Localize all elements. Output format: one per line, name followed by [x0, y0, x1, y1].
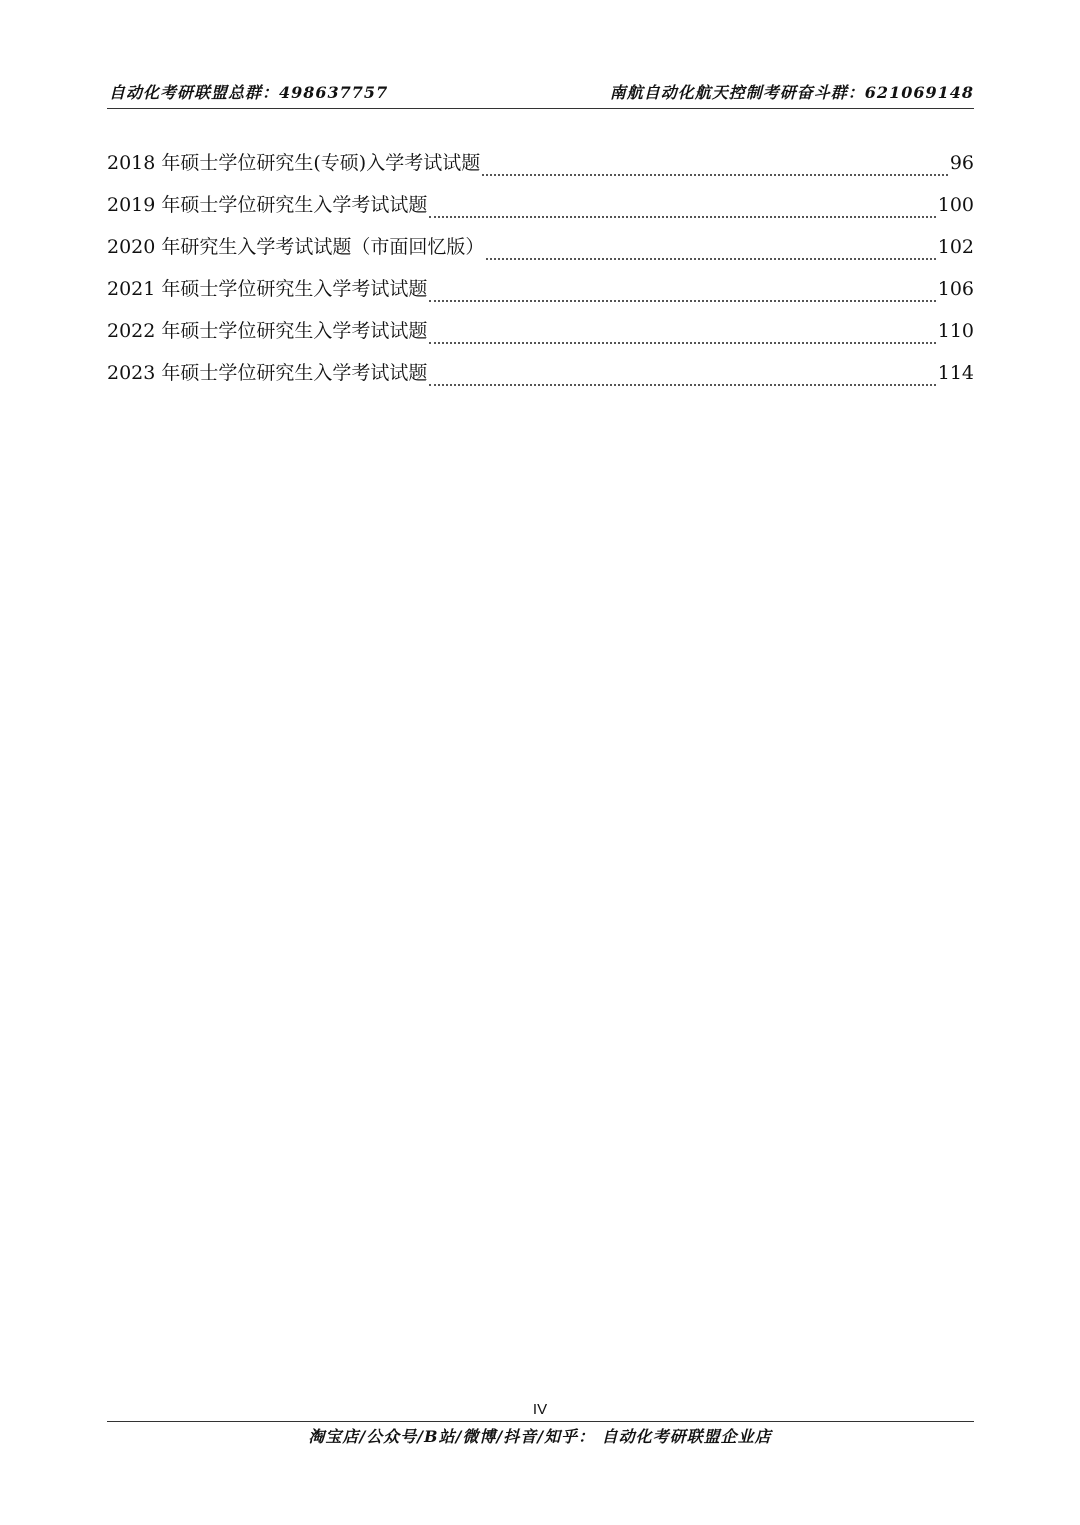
toc-entry-page: 102 — [937, 236, 974, 258]
toc-entry-title: 2023 年硕士学位研究生入学考试试题 — [107, 362, 428, 384]
toc-entry[interactable] — [107, 316, 974, 358]
header-right-text: 南航自动化航天控制考研奋斗群：621069148 — [609, 83, 974, 102]
toc-entry[interactable] — [107, 232, 974, 274]
page-number: IV — [532, 1401, 548, 1418]
toc-entry-title: 2022 年硕士学位研究生入学考试试题 — [107, 320, 428, 342]
toc-entry[interactable] — [107, 190, 974, 232]
page-header — [107, 78, 974, 109]
toc-entry[interactable] — [107, 358, 974, 400]
toc-entry-page: 106 — [937, 278, 974, 300]
toc-entry-title: 2019 年硕士学位研究生入学考试试题 — [107, 194, 428, 216]
toc-dot-leader — [429, 216, 935, 218]
toc-dot-leader — [486, 258, 935, 260]
toc-dot-leader — [482, 174, 948, 176]
footer-text: 淘宝店/公众号/B站/微博/抖音/知乎： 自动化考研联盟企业店 — [308, 1427, 772, 1446]
toc-entry[interactable] — [107, 148, 974, 190]
toc-entry-title: 2020 年研究生入学考试试题（市面回忆版） — [107, 236, 485, 258]
toc-entry-page: 110 — [937, 320, 974, 342]
toc-dot-leader — [429, 342, 935, 344]
header-left-text: 自动化考研联盟总群：498637757 — [109, 83, 389, 102]
toc-entry-page: 96 — [949, 152, 974, 174]
toc-entry-title: 2021 年硕士学位研究生入学考试试题 — [107, 278, 428, 300]
footer-divider — [107, 1421, 974, 1422]
toc-entry[interactable] — [107, 274, 974, 316]
toc-dot-leader — [429, 384, 935, 386]
table-of-contents — [107, 148, 974, 400]
toc-entry-page: 100 — [937, 194, 974, 216]
toc-entry-page: 114 — [937, 362, 974, 384]
toc-dot-leader — [429, 300, 935, 302]
toc-entry-title: 2018 年硕士学位研究生(专硕)入学考试试题 — [107, 152, 481, 174]
